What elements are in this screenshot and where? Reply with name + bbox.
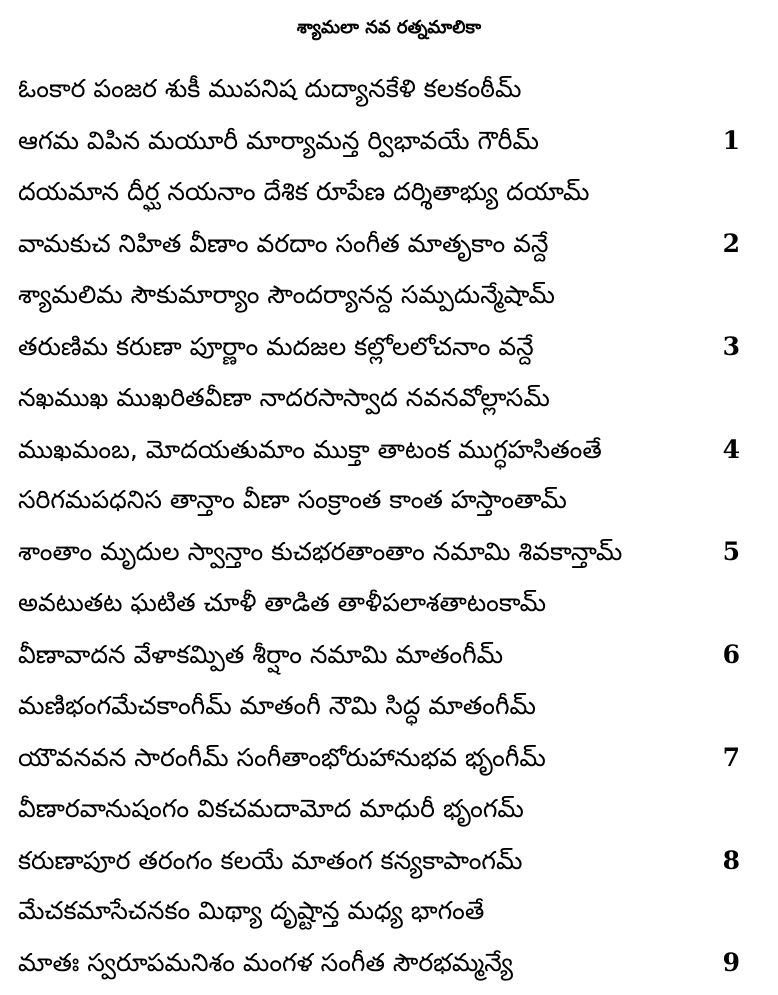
verse-line: కరుణాపూర తరంగం కలయే మాతంగ కన్యకాపాంగమ్ — [18, 846, 523, 875]
verse-8 — [0, 793, 778, 893]
verse-line: ఆగమ విపిన మయూరీ మార్యామన్త ర్విభావయే గౌరీమ్ — [18, 126, 539, 155]
verse-line: వీణావాదన వేళాకమ్పిత శీర్షాం నమామి మాతంగీమ్ — [18, 640, 504, 669]
verse-4 — [0, 382, 778, 482]
verse-3 — [0, 279, 778, 379]
verse-number: 7 — [722, 743, 740, 772]
verse-line: తరుణిమ కరుణా పూర్ణాం మదజల కల్లోలలోచనాం వన్దే — [18, 332, 534, 361]
verse-number: 6 — [722, 640, 740, 669]
verse-line: నఖముఖ ముఖరితవీణా నాదరసాస్వాద నవనవోల్లాసమ్ — [18, 383, 550, 412]
verse-5 — [0, 484, 778, 584]
verse-line: సరిగమపధనిస తాన్తాం వీణా సంక్రాంత కాంత హస్తాంతామ్ — [18, 485, 567, 514]
verse-number: 1 — [722, 126, 740, 155]
verse-line: శాంతాం మృదుల స్వాన్తాం కుచభరతాంతాం నమామి శివకాన్తామ్ — [18, 537, 623, 566]
verse-9 — [0, 895, 778, 995]
verse-line: అవటుతట ఘటిత చూళీ తాడిత తాళీపలాశతాటంకామ్ — [18, 588, 547, 617]
verse-line: మేచకమాసేచనకం మిథ్యా దృష్టాన్త మధ్య భాగంతే — [18, 896, 485, 925]
verse-number: 3 — [722, 332, 740, 361]
verse-line: యౌవనవన సారంగీమ్ సంగీతాంభోరుహానుభవ భృంగీమ్ — [18, 743, 546, 772]
verse-7 — [0, 690, 778, 790]
verse-line: ముఖమంబ, మోదయతుమాం ముక్తా తాటంక ముగ్ధహసితంతే — [18, 435, 602, 464]
page-title: శ్యామలా నవ రత్నమాలికా — [296, 17, 482, 38]
verse-line: మాతః స్వరూపమనిశం మంగళ సంగీత సౌరభమ్మన్యే — [18, 948, 513, 977]
verse-line: ఓంకార పంజర శుకీ ముపనిష దుద్యానకేళి కలకంఠీమ్ — [18, 74, 522, 103]
verse-6 — [0, 587, 778, 687]
verse-2 — [0, 176, 778, 276]
verse-line: వామకుచ నిహిత వీణాం వరదాం సంగీత మాతృకాం వన్దే — [18, 229, 549, 258]
verse-number: 8 — [722, 846, 740, 875]
verse-line: వీణారవానుషంగం వికచమదామోద మాధురీ భృంగమ్ — [18, 794, 524, 823]
verse-number: 4 — [722, 435, 740, 464]
verse-number: 2 — [722, 229, 740, 258]
verse-1 — [0, 73, 778, 173]
verse-number: 5 — [722, 537, 740, 566]
verse-number: 9 — [722, 948, 740, 977]
verse-line: మణిభంగమేచకాంగీమ్ మాతంగీ నౌమి సిద్ధ మాతంగీమ్ — [18, 691, 536, 720]
verse-line: దయమాన దీర్ఘ నయనాం దేశిక రూపేణ దర్శితాభ్యు దయామ్ — [18, 177, 590, 206]
verse-line: శ్యామలిమ సౌకుమార్యాం సౌందర్యానన్ద సమ్పదున్మేషామ్ — [18, 280, 555, 309]
